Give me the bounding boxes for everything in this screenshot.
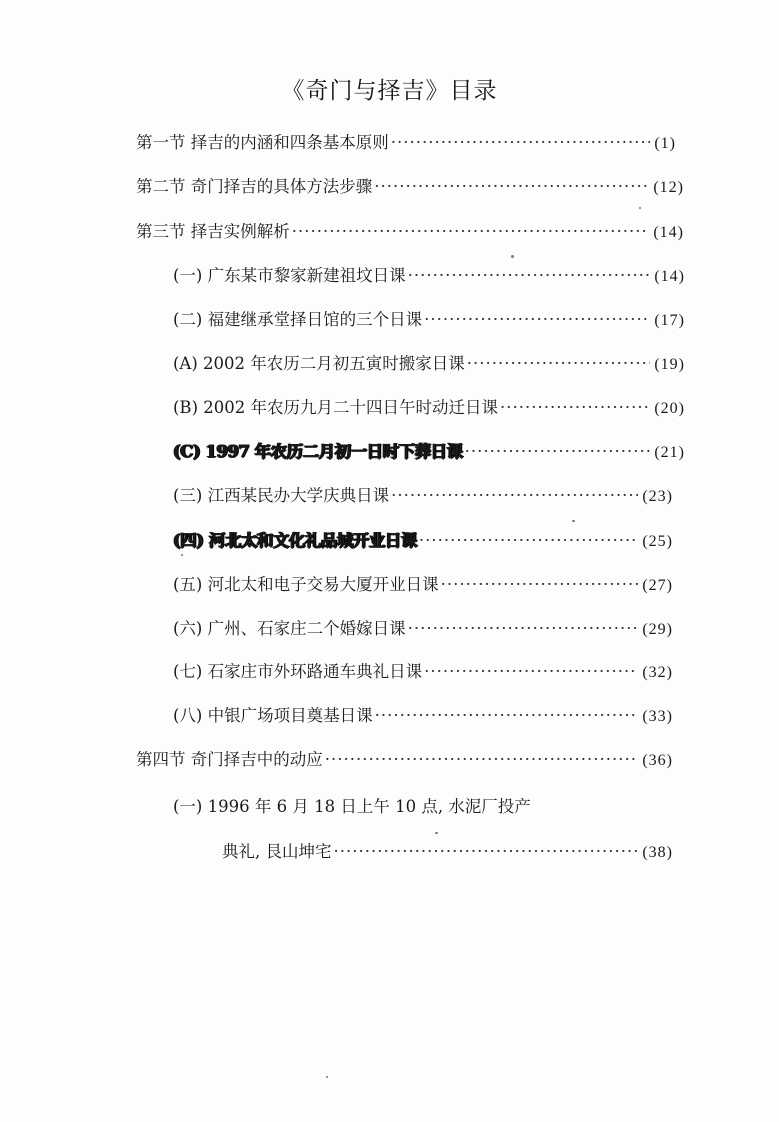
toc-entry bbox=[173, 440, 685, 464]
toc-page-number: (17) bbox=[654, 312, 685, 329]
dot-leader bbox=[424, 660, 638, 684]
toc-entry bbox=[173, 704, 673, 728]
toc-entry-text: (三) 江西某民办大学庆典日课 bbox=[173, 486, 390, 505]
toc-page-number: (21) bbox=[654, 444, 685, 461]
scan-speck bbox=[435, 832, 438, 834]
toc-entry-text: 第四节 奇门择吉中的动应 bbox=[136, 750, 323, 769]
dot-leader bbox=[419, 529, 638, 553]
scan-speck bbox=[572, 520, 575, 522]
toc-page-number: (27) bbox=[642, 577, 673, 594]
dot-leader bbox=[465, 440, 651, 464]
toc-page-number: (1) bbox=[654, 135, 676, 152]
toc-entry bbox=[136, 175, 684, 199]
toc-entry-text: 第一节 择吉的内涵和四条基本原则 bbox=[136, 133, 389, 152]
dot-leader bbox=[408, 617, 639, 641]
scan-speck bbox=[511, 255, 514, 258]
toc-entry-continued bbox=[173, 795, 531, 819]
toc-entry-text: (A) 2002 年农历二月初五寅时搬家日课 bbox=[173, 354, 465, 373]
toc-entry bbox=[173, 529, 673, 553]
dot-leader bbox=[424, 308, 650, 332]
toc-entry-text: (六) 广州、石家庄二个婚嫁日课 bbox=[173, 619, 406, 638]
toc-page-number: (29) bbox=[642, 621, 673, 638]
toc-entry bbox=[136, 748, 673, 772]
toc-entry bbox=[173, 396, 685, 420]
toc-page-number: (33) bbox=[642, 708, 673, 725]
toc-entry bbox=[173, 264, 685, 288]
dot-leader bbox=[391, 484, 638, 508]
toc-page-number: (23) bbox=[642, 488, 673, 505]
toc-entry-text: (七) 石家庄市外环路通车典礼日课 bbox=[173, 662, 423, 681]
toc-entry bbox=[222, 840, 673, 864]
toc-page-number: (14) bbox=[653, 224, 684, 241]
toc-page-number: (12) bbox=[653, 179, 684, 196]
toc-entry bbox=[173, 573, 673, 597]
dot-leader bbox=[467, 352, 651, 376]
toc-page-number: (25) bbox=[642, 533, 673, 550]
toc-entry bbox=[173, 308, 685, 332]
scan-speck bbox=[181, 554, 183, 556]
dot-leader bbox=[374, 175, 649, 199]
toc-entry-text: (B) 2002 年农历九月二十四日午时动迁日课 bbox=[173, 398, 498, 417]
toc-entry-text: (C) 1997 年农历二月初一日时下葬日课 bbox=[173, 442, 463, 461]
toc-entry bbox=[173, 660, 673, 684]
toc-entry-text: 第三节 择吉实例解析 bbox=[136, 222, 290, 241]
dot-leader bbox=[292, 220, 650, 244]
dot-leader bbox=[334, 840, 639, 864]
toc-entry bbox=[173, 484, 673, 508]
toc-page-number: (38) bbox=[642, 844, 673, 861]
toc-page-number: (14) bbox=[654, 268, 685, 285]
toc-entry bbox=[136, 131, 676, 155]
page-title: 《奇门与择吉》目录 bbox=[281, 78, 498, 104]
dot-leader bbox=[500, 396, 650, 420]
toc-page-number: (19) bbox=[654, 356, 685, 373]
toc-entry-text: 典礼, 艮山坤宅 bbox=[222, 842, 332, 861]
scan-speck bbox=[326, 1076, 328, 1078]
dot-leader bbox=[391, 131, 651, 155]
dot-leader bbox=[375, 704, 639, 728]
dot-leader bbox=[441, 573, 639, 597]
scan-speck bbox=[639, 207, 641, 209]
toc-entry-text: (一) 广东某市黎家新建祖坟日课 bbox=[173, 266, 406, 285]
toc-entry bbox=[173, 352, 685, 376]
toc-page-number: (36) bbox=[642, 752, 673, 769]
toc-entry-text: (五) 河北太和电子交易大厦开业日课 bbox=[173, 575, 439, 594]
toc-entry-text: (二) 福建继承堂择日馆的三个日课 bbox=[173, 310, 423, 329]
toc-entry bbox=[173, 617, 673, 641]
toc-page-number: (32) bbox=[642, 664, 673, 681]
toc-entry-text: 第二节 奇门择吉的具体方法步骤 bbox=[136, 177, 373, 196]
toc-entry-text: (四) 河北太和文化礼品城开业日课 bbox=[173, 531, 417, 550]
dot-leader bbox=[325, 748, 639, 772]
dot-leader bbox=[408, 264, 651, 288]
toc-entry-text: (八) 中银广场项目奠基日课 bbox=[173, 706, 373, 725]
toc-entry bbox=[136, 220, 684, 244]
toc-entry-text: (一) 1996 年 6 月 18 日上午 10 点, 水泥厂投产 bbox=[173, 797, 531, 816]
toc-page-number: (20) bbox=[654, 400, 685, 417]
